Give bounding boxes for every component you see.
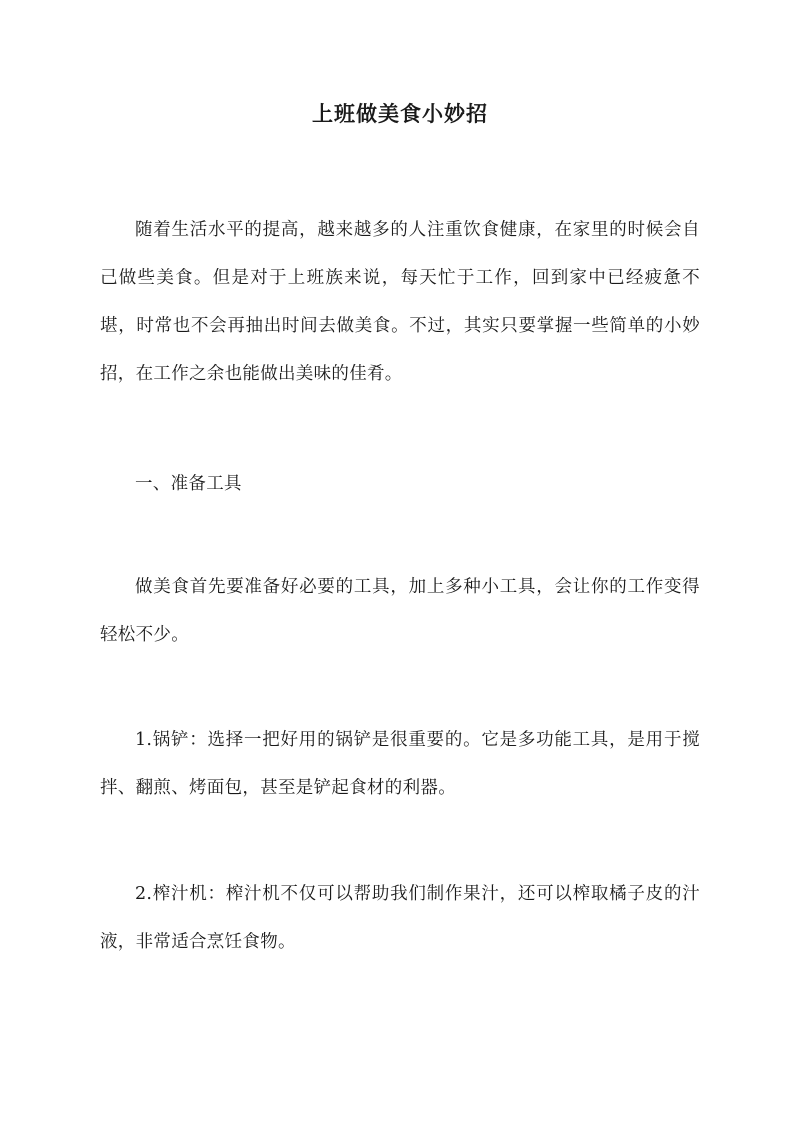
- document-title: 上班做美食小妙招: [312, 101, 488, 126]
- list-item-juicer: 2.榨汁机：榨汁机不仅可以帮助我们制作果汁，还可以榨取橘子皮的汁液，非常适合烹饪食物。: [100, 884, 700, 952]
- section-heading-tools: 一、准备工具: [135, 474, 242, 494]
- intro-paragraph: 随着生活水平的提高，越来越多的人注重饮食健康，在家里的时候会自己做些美食。但是对于上班族来说，每天忙于工作，回到家中已经疲惫不堪，时常也不会再抽出时间去做美食。不过，其实只要掌握一些简单的小妙招，在工作之余也能做出美味的佳肴。: [100, 220, 700, 384]
- list-item-spatula: 1.锅铲：选择一把好用的锅铲是很重要的。它是多功能工具，是用于搅拌、翻煎、烤面包，甚至是铲起食材的利器。: [100, 730, 700, 798]
- tools-intro-paragraph: 做美食首先要准备好必要的工具，加上多种小工具，会让你的工作变得轻松不少。: [100, 577, 700, 645]
